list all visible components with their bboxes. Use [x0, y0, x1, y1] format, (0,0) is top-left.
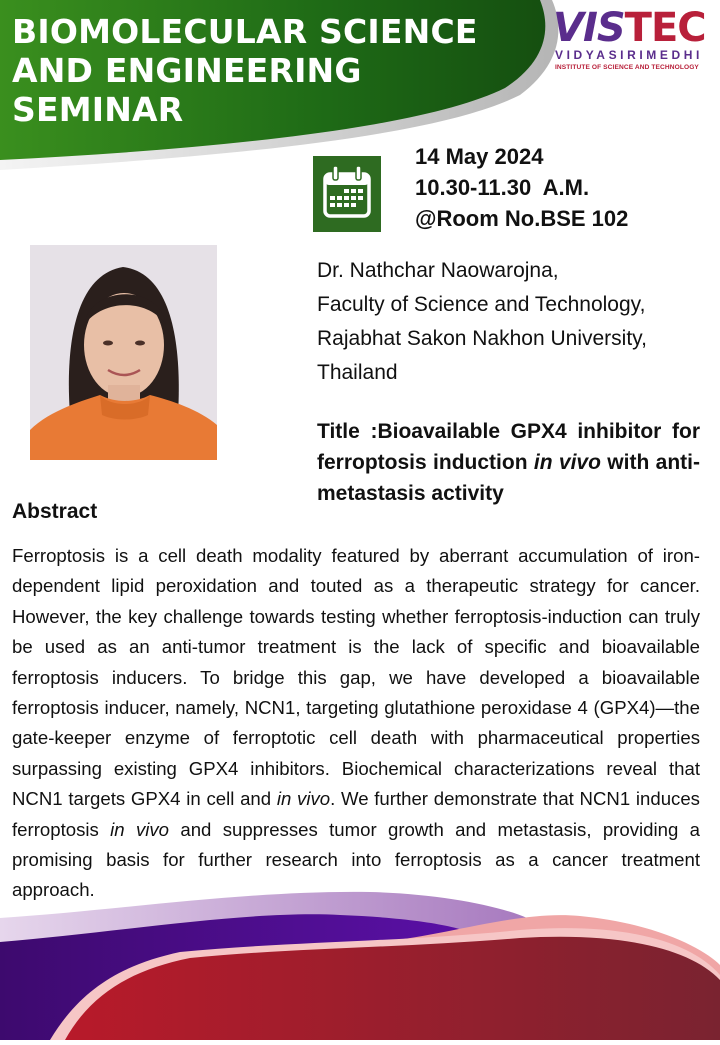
talk-title: Title :Bioavailable GPX4 inhibitor for ferroptosis induction in vivo with anti-metastasis activity [317, 420, 700, 505]
seminar-title [12, 12, 478, 129]
abstract-heading: Abstract [12, 500, 98, 523]
speaker-faculty: Faculty of Science and Technology, [317, 293, 646, 316]
event-details [415, 141, 628, 234]
calendar-icon [313, 156, 381, 232]
logo-tagline: INSTITUTE OF SCIENCE AND TECHNOLOGY [555, 64, 699, 71]
event-date: 14 May 2024 [415, 144, 544, 169]
event-time: 10.30-11.30 A.M. [415, 175, 590, 200]
speaker-country: Thailand [317, 361, 398, 384]
logo-subtitle: VIDYASIRIMEDHI [555, 48, 703, 62]
vistec-logo [553, 6, 718, 76]
event-room: @Room No.BSE 102 [415, 206, 629, 231]
seminar-title-line-1: BIOMOLECULAR SCIENCE [12, 12, 478, 51]
seminar-title-line-3: SEMINAR [12, 90, 184, 129]
seminar-title-line-2: AND ENGINEERING [12, 51, 362, 90]
speaker-info [317, 254, 647, 390]
abstract-body: Ferroptosis is a cell death modality featured by aberrant accumulation of iron-dependent lipid peroxidation and touted as a therapeutic strategy for cancer. However, the key challenge towards testing whether ferroptosis-induction can truly be used as an anti-tumor treatment is the lack of specific and bioavailable ferroptosis inducers. To bridge this gap, we have developed a bioavailable ferroptosis inducer, namely, NCN1, targeting glutathione peroxidase 4 (GPX4)—the gate-keeper enzyme of ferroptotic cell death with pharmaceutical properties surpassing existing GPX4 inhibitors. Biochemical characterizations reveal that NCN1 targets GPX4 in cell and in vivo. We further demonstrate that NCN1 induces ferroptosis in vivo and suppresses tumor growth and metastasis, providing a promising basis for further research into ferroptosis as a cancer treatment approach. [12, 545, 700, 901]
speaker-university: Rajabhat Sakon Nakhon University, [317, 327, 647, 350]
speaker-name: Dr. Nathchar Naowarojna, [317, 259, 559, 282]
logo-wordmark: VISTEC [553, 5, 706, 51]
footer-waves [0, 880, 720, 1040]
speaker-photo [30, 245, 217, 460]
